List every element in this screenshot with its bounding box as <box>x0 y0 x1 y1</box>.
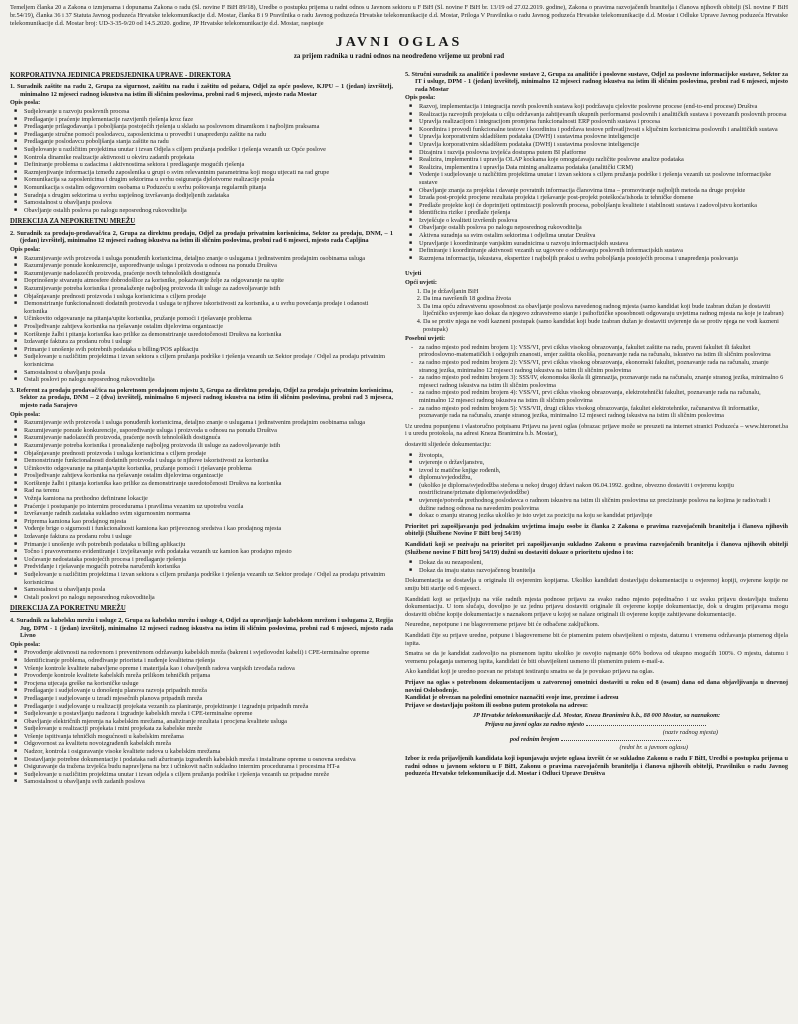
list-item: ■ Realizacija razvojnih projekata u cilju održavanja zahtijevanih ukupnih performansi poslovnih i analitičkih sustava i povezanih poslovnih procesa <box>419 111 788 119</box>
list-item: ■ Osiguravanje da tražena izvješća budu napravljena na brz i učinkovit način sukladno internim procedurama i procesima HT-a <box>24 763 393 771</box>
list-item: ■ Sudjelovanje u razvoju poslovnih procesa <box>24 108 393 116</box>
list-item: ■ Razmjenjivanje informacija između zaposlenika u grupi o svim relevantnim parametrima koji mogu utjecati na rad grupe <box>24 169 393 177</box>
prioritet-paragraph: Prioritet pri zapošljavanju pod jednakim uvjetima imaju osobe iz članka 2 Zakona o pravima razvojačenih branitelja i članova njihovih obitelji (Službene Novine F BiH broj 54/19) <box>405 522 788 538</box>
omotnica-paragraph: Kandidat je obvezan na poleđini omotnice naznačiti svoje ime, prezime i adresu <box>405 694 619 702</box>
list-item: ■ Provođenje aktivnosti na redovnom i preventivnom održavanju kabelskih mreža (bakreni i svjetlovodni kabeli) i CPE-terminalne opreme <box>24 649 393 657</box>
list-item: ■ Razumijevanje ponude konkurencije, uspoređivanje usluga i proizvoda u odnosu na ponudu Društva <box>24 262 393 270</box>
list-item: ■ Predviđanje i rješavanje mogućih potreba naručenih korisnika <box>24 563 393 571</box>
job-1-title: 1. Suradnik zaštite na radu 2, Grupa za sigurnost, zaštitu na radu i zaštitu od požara, Odjel za opće poslove, KJPU – 1 (jedan) izvršitelj, minimalno 12 mjeseci radnog iskustva na istim ili sličnim poslovima, probni rad 6 mjeseci, mjesto rada Mostar <box>10 83 393 98</box>
job-2-duties <box>10 255 393 384</box>
list-item: ■ Suradnja s drugim sektorima u svrhu uspješnog izvršavanja dodijeljenih zadataka <box>24 192 393 200</box>
list-item: ■ Samostalnost u obavljanju svih zadanih poslova <box>24 778 393 786</box>
list-item: ■ Izvršavanje radnih zadataka sukladno svim sigurnosnim normama <box>24 510 393 518</box>
job-4-title: 4. Suradnik za kabelsku mrežu i usluge 2, Grupa za kabelsku mrežu i usluge 4, Odjel za upravljanje kabelskom mrežom i uslugama 2, Regija Jug, DPM - 1 (jedan) izvršitelj, minimalno 12 mjeseci radnog iskustva na istim ili sličnim poslovima, probni rad 6 mjeseci, mjesto rada Livno <box>10 616 393 640</box>
dokumentacija-intro: dostaviti slijedeće dokumentaciju: <box>405 440 492 448</box>
list-item: ■ Odgovornost za kvalitetu novoizgrađenih kabelskih mreža <box>24 740 393 748</box>
list-item: ■ Obavljanje znanja za projekta i davanje povratnih informacija članovima tima – promoviranje najboljih metoda na druge projekte <box>419 187 788 195</box>
list-item: ■ Učinkovito odgovaranje na pitanja/upite korisnika, pružanje pomoći i rješavanje problema <box>24 315 393 323</box>
list-item: 4. Da se protiv njega ne vodi kazneni postupak (samo kandidat koji bude izabran dužan je dostaviti uvjerenje da se protiv njega ne vodi kazneni postupak) <box>423 318 788 333</box>
vise-mjesta-paragraph: Kandidati koji se prijavljuju na više radnih mjesta podnose prijavu za svako radno mjesto pojedinačno i uz svaku prijavu dostavljaju traženu dokumentaciju. U tom slučaju, dovoljno je uz jednu prijavu dostaviti originale ili ovjerene kopije dokumentacije, dok u drugim prijavama mogu dostaviti obične kopije dokumentacije s naznakom prijave u kojoj se nalaze originali ili ovjerene kopije zahtijevane dokumentacije. <box>405 595 788 618</box>
list-item: ■ Vodenje i sudjelovanje u različitim projektima unutar i izvan sektora s ciljem pružanja podrške i rješenja vezanih uz poslovne informacijske sustave <box>419 171 788 186</box>
job-3-title: 3. Referent za prodaju prodavač/ica na pokretnom prodajnom mjestu 3, Grupa za direktnu prodaju, Odjel za prodaju privatnim korisnicima, Sektor za prodaju, DNM – 2 (dva) izvršitelj, minimalno 6 mjeseci radnog iskustva na istim ili sličnim poslovima, probni rad 3 mjeseca, mjesto rada Sarajevo <box>10 386 393 409</box>
list-item: ■ Ostali poslovi po nalogu neposrednog rukovoditelja <box>24 594 393 602</box>
list-item: ■ Identificira rizike i predlaže rješenja <box>419 209 788 217</box>
list-item: ■ Vršenje ispitivanja tehničkih mogućnosti u kabelskim mrežama <box>24 733 393 741</box>
dokumentacija-list <box>405 452 788 520</box>
list-item: ■ Realizira, implementira i upravlja Data mining analizama podataka (analitički CRM) <box>419 164 788 172</box>
opci-uvjeti-list <box>405 288 788 334</box>
dostava-paragraph: Prijave se dostavljaju poštom ili osobno putem protokola na adresu: <box>405 701 588 709</box>
adresa-line: JP Hrvatske telekomunikacije d.d. Mostar, Kneza Branimira b.b., 88 000 Mostar, sa naznakom: <box>472 712 721 720</box>
job-3-duties <box>10 419 393 601</box>
opci-uvjeti-label: Opći uvjeti: <box>405 279 438 287</box>
list-item: ■ Koordinira i provodi funkcionalne testove i koordinira i podržava testove prihvatljivosti s ključnim korisnicima poslovnih i analitičkih sustava <box>419 126 788 134</box>
list-item: ■ Predlaganje stručne pomoći poslodavcu, zaposlenicima u provedbi i unapređenju zaštite na radu <box>24 131 393 139</box>
redni-line <box>405 736 788 744</box>
list-item: ■ izvod iz matične knjige rođenih, <box>419 467 788 475</box>
list-item: ■ Točno i pravovremeno evidentiranje i izvještavanje svih podataka vezanih uz kamion kao prodajno mjesto <box>24 548 393 556</box>
list-item: ■ Rad na terenu <box>24 487 393 495</box>
prioritet-dokazi-list <box>405 559 788 574</box>
list-item: ■ Predlaganje prilagođavanja i poboljšanja postojećih rješenja u skladu sa poslovnom dinamikom i najboljim praksama <box>24 123 393 131</box>
list-item: ■ uvjerenje/potvrda prethodnog poslodavca o radnom iskustvu na istim ili sličnim poslovima uz preciziranje poslova na kojima je radio/radi i dužine radnog odnosa na navedenim poslovima <box>419 497 788 512</box>
list-item: ■ Upravljanje i koordiniranje vanjskim suradnicima u razvoju informacijskih sustava <box>419 240 788 248</box>
list-item: ■ Procjena utjecaja greške na korisničke usluge <box>24 680 393 688</box>
posebni-uvjeti-label: Posebni uvjeti: <box>405 335 446 343</box>
list-item: ■ Nadzor, kontrola i osiguravanje visoke kvalitete radova u kabelskim mrežama <box>24 748 393 756</box>
list-item: ■ Dokaz da imaju status razvojačenog branitelja <box>419 567 788 575</box>
list-item: ■ Obavljanje ostalih poslova po nalogu neposrednog rukovoditelja <box>24 207 393 215</box>
list-item: ■ Prosljeđivanje zahtjeva korisnika na rješavanje ostalim dijelovima organizacije <box>24 472 393 480</box>
list-item: ■ Razumijevanje potreba korisnika i pronalaženje najboljeg proizvoda ili usluge za zadovoljavanje istih <box>24 285 393 293</box>
list-item: ■ Predlaže projekte koji će doprinijeti optimizaciji poslovnih procesa, poboljšanju kvalitete i stabilnosti sustava i zadovoljstvu korisnika <box>419 202 788 210</box>
list-item: ■ Aktivna suradnja sa svim ostalim sektorima i odjelima unutar Društva <box>419 232 788 240</box>
list-item: ■ Upravlja korporativnim skladištem podataka (DWH) i sustavima poslovne inteligencije <box>419 141 788 149</box>
bodovi-paragraph: Smatra se da je kandidat zadovoljio na pismenom ispitu ukoliko je osvojio najmanje 60% bodova od ukupno mogućih 100%. O mjestu, datumu i vremenu polaganja usmenog ispita, kandidati će biti obaviješteni usmeno ili pismenim putem e-mail-a. <box>405 650 788 665</box>
intro-paragraph: Temeljem članka 20 a Zakona o izmjenama i dopunama Zakona o radu (Sl. novine F BiH 89/18), Uredbe o postupku prijema u radni odnos u Javnom sektoru u F BiH (Sl. novine F BiH br. 13/19 od 27.02.2019. godine), Zakona o pravima razvojačenih branitelja i članova njihovih obitelji (Sl. novine F BiH br.54/19), članka 36 i 37 Statuta Javnog poduzeća Hrvatske telekomunikacije d.d. Mostar, članka 8 i 9 Pravilnika o radu Javnog poduzeća Hrvatske telekomunikacije d.d. Mostar, Priloga V Pravilnika o radu Javnog poduzeća Hrvatske telekomunikacije d.d. Mostar i Odluke Uprave Javnog poduzeća Hrvatske telekomunikacije d.d. Mostar broj: UD-3-35-9/20 od 14.5.2020. godine, JP Hrvatske telekomunikacije d.d. Mostar, raspisuje <box>10 4 788 28</box>
list-item: ■ Identificiranje problema, određivanje prioriteta i nuđenje kvalitetna rješenja <box>24 657 393 665</box>
ispit-paragraph: Kandidati čije su prijave uredne, potpune i blagovremene bit će pismenim putem obaviješteni o mjestu, datumu i vremenu održavanja pismenog dijela ispita. <box>405 631 788 647</box>
list-item: ■ Realizira, implementira i upravlja OLAP kockama koje omogućavaju različite poslovne analize podataka <box>419 156 788 164</box>
list-item: ■ Vožnja kamiona na prethodno definirane lokacije <box>24 495 393 503</box>
list-item: ■ Samostalnost u obavljanju posla <box>24 586 393 594</box>
job-5-duties <box>405 103 788 262</box>
job-5-title: 5. Stručni suradnik za analitiče i poslovne sustave 2, Grupa za analitiče i poslovne sustave, Odjel za poslovne informacijske sustave, Sektor za IT i usluge, DPM - 1 (jedan) izvršitelj, minimalno 12 mjeseci radnog iskustva na istim ili sličnim poslovima, probni rad 6 mjeseci, mjesto rada Mostar <box>405 70 788 93</box>
list-item: ■ Uočavanje nedostataka postojećih procesa i predlaganje rješenja <box>24 556 393 564</box>
list-item: 1. Da je državljanin BiH <box>423 288 788 296</box>
list-item: ■ Predlaganje i sudjelovanje u donošenju planova razvoja pripadnih mreža <box>24 687 393 695</box>
list-item: ■ Razumijevanje nadolazećih proizvoda, praćenje novih tehnoloških dostignuća <box>24 434 393 442</box>
list-item: ■ Razumijevanje nadolazećih proizvoda, praćenje novih tehnoloških dostignuća <box>24 270 393 278</box>
right-column <box>405 68 788 788</box>
list-item: - za radno mjesto pod rednim brojem 2): VSS/VI, prvi ciklus visokog obrazovanja, ekonomski fakultet, poznavanje rada na računalu, znanje stranog jezika, minimalno 12 mjeseci radnog iskustva na istim ili sličnim poslovima <box>419 359 788 374</box>
ovjera-paragraph: Dokumentacija se dostavlja u originalu ili ovjerenim kopijama. Ukoliko kandidati dostavljaju dokumentaciju u ovjerenoj kopiji, ovjerene kopije ne smiju biti starije od 6 mjeseci. <box>405 577 788 593</box>
columns <box>10 68 788 788</box>
list-item: ■ Objašnjavanje prednosti proizvoda i usluga korisnicima s ciljem prodaje <box>24 450 393 458</box>
job-1-duties <box>10 108 393 214</box>
list-item: ■ Praćenje i postupanje po internim procedurama i pravilima vezanim uz upotrebu vozila <box>24 503 393 511</box>
list-item: ■ uvjerenje o državljanstvu, <box>419 459 788 467</box>
izbor-paragraph: Izbor iz reda prijavljenih kandidata koji ispunjavaju uvjete oglasa izvršit će se sukladno Zakonu o radu F BiH, Uredbi o postupku prijema u radni odnos u javnom sektoru u F BiH, Zakonu o pravima razvojačenih branitelja i članova njihovih obitelji, Pravilniku o radu Javnog poduzeća Hrvatske telekomunikacije d.d. Mostar i Odluci Uprave Društva <box>405 755 788 778</box>
list-item: 3. Da ima opću zdravstvenu sposobnost za obavljanje poslova navedenog radnog mjesta (samo kandidat koji bude izabran dužan je dostaviti liječničko uvjerenje kao dokaz da njegovo zdravstveno stanje i psihofizičke sposobnosti odgovaraju uvjetima radnog mjesta na koje je izabran) <box>423 303 788 318</box>
list-item: ■ Dokaz da su nezaposleni, <box>419 559 788 567</box>
list-item: ■ Razmjena informacija, iskustava, ekspertize i najboljih praksi u svrhu poboljšanja postojećih procesa i unapređenja poslovanja <box>419 255 788 263</box>
list-item: ■ Prosljeđivanje zahtjeva korisnika na rješavanje ostalim dijelovima organizacije <box>24 323 393 331</box>
job-5-opis-label: Opis posla: <box>405 94 436 102</box>
list-item: ■ Primanje i unošenje svih potrebnih podataka u billing/POS aplikaciju <box>24 346 393 354</box>
list-item: ■ Razumijevanje svih proizvoda i usluga ponuđenih korisnicima, detaljno znanje o uslugama i jedinstvenim prodajnim osobinama usluga <box>24 419 393 427</box>
list-item: ■ Izvješćuje o kvaliteti izvršenih poslova <box>419 217 788 225</box>
list-item: ■ Komunikacija sa zaposlenicima i drugim sektorima u svrhu osiguranja djelotvorne realizacije posla <box>24 176 393 184</box>
redni-hint: (redni br. u javnom oglasu) <box>619 743 688 751</box>
list-item: - za radno mjesto pod rednim brojem 5): VSS/VII, drugi ciklus visokog obrazovanja, fakultet elektrotehnike, računarstva ili informatike, poznavanje rada na računalu, znanje stranog jezika, minimalno 12 mjeseci radnog iskustva na istim ili sličnim poslovima <box>419 405 788 420</box>
list-item: ■ Razvoj, implementacija i integracija novih poslovnih sustava koji podržavaju cjelovite poslovne procese (end-to-end procese) Društva <box>419 103 788 111</box>
prijava-paragraph: Uz urednu popunjenu i vlastoručno potpisanu Prijavu na javni oglas (obrazac prijave može se preuzeti na internet stranici Poduzeća – www.hteronet.ba i u uredu protokola, na adresi Kneza Branimira b.b. Mostar), <box>405 422 788 438</box>
list-item: ■ životopis, <box>419 452 788 460</box>
list-item: ■ Sudjelovanje u postavljanju nadzora i izgradnje kabelskih mreža i CPE-terminalne opreme <box>24 710 393 718</box>
list-item: ■ Demonstriranje funkcionalnosti dodatnih proizvoda i usluga te njihove iskoristivosti za korisnika, a u svrhu povećanja prodaje i odanosti korisnika <box>24 300 393 315</box>
list-item: ■ Predlaganje i praćenje implementacije razvijenih rješenja kroz faze <box>24 116 393 124</box>
ad-subtitle: za prijem radnika u radni odnos na neodređeno vrijeme uz probni rad <box>293 51 505 60</box>
list-item: ■ Dostavljanje potrebne dokumentacije i podataka radi ažuriranja izgrađenih kabelskih mreža i instalirane opreme u osnovna sredstva <box>24 756 393 764</box>
list-item: ■ Doprinošenje stvaranju atmosfere dobrodošlice za korisnike, pokazivanje želje za odgovaranje na upite <box>24 277 393 285</box>
uvjeti-heading: Uvjeti <box>405 270 422 278</box>
list-item: ■ Komunikacija s ostalim odgovornim osobama u Poduzeću u svrhu poštovanja regularnih pitanja <box>24 184 393 192</box>
list-item: ■ Izdavanje faktura za prodanu robu i usluge <box>24 338 393 346</box>
list-item: ■ Predlaganje poslodavcu poboljšanja stanja zaštite na radu <box>24 138 393 146</box>
list-item: ■ Korištenje žalbi i pitanja korisnika kao prilike za demonstriranje usredotočenosti Društva na korisnika <box>24 480 393 488</box>
naziv-hint: (naziv radnog mjesta) <box>662 728 718 736</box>
redni-blank <box>561 740 681 741</box>
job-4-duties <box>10 649 393 786</box>
list-item: ■ Provođenje kontrole kvalitete kabelskih mreža prilikom tehničkih prijama <box>24 672 393 680</box>
job-2-opis-label: Opis posla: <box>10 246 41 254</box>
list-item: ■ Sudjelovanje u različitim projektima i izvan sektora s ciljem pružanja podrške i rješenja vezanih uz Sektor prodaje / Odjel za prodaju privatnim korisnicima <box>24 571 393 586</box>
list-item: ■ Ostali poslovi po nalogu neposrednog rukovoditelja <box>24 376 393 384</box>
list-item: ■ Definiranje problema u zadacima i aktivnostima sektora i predlaganje mogućih rješenja <box>24 161 393 169</box>
redni-label: pod rednim brojem <box>509 736 560 744</box>
list-item: ■ (ukoliko je diploma/svjedodžba stečena u nekoj drugoj državi nakon 06.04.1992. godine, obvezno dostaviti i ovjerenu kopiju nostrificirane/priznate diplome/svjedodžbe) <box>419 482 788 497</box>
list-item: ■ Razumijevanje ponude konkurencije, uspoređivanje usluga i proizvoda u odnosu na ponudu Društva <box>24 427 393 435</box>
odustanak-paragraph: Ako kandidat koji je uredno pozvan ne pristupi testiranju smatra se da je povukao prijavu na oglas. <box>405 668 655 676</box>
list-item: - za radno mjesto pod rednim brojem 1): VSS/VI, prvi ciklus visokog obrazovanja, fakultet zaštite na radu, pravni fakultet ili fakultet prirodoslovno-matematičkih i odgojnih znanosti, smjer zaštita okoliša, poznavanje rada na računalu, iskustvo na istim ili sličnim poslovima <box>419 344 788 359</box>
list-item: ■ Učinkovito odgovaranje na pitanja/upite korisnika, pružanje pomoći i rješavanje problema <box>24 465 393 473</box>
list-item: ■ Obavljanje ostalih poslova po nalogu neposrednog rukovoditelja <box>419 224 788 232</box>
list-item: ■ dokaz o znanju stranog jezika ukoliko je isto uvjet za poziciju na koju se kandidat prijavljuje <box>419 512 788 520</box>
naziv-blank <box>586 725 706 726</box>
list-item: 2. Da ima navršenih 18 godina života <box>423 295 788 303</box>
list-item: ■ Predlaganje i sudjelovanje u izradi mjesečnih planova pripadnih mreža <box>24 695 393 703</box>
list-item: ■ Upravlja realizacijom i integracijom promjena funkcionalnosti ERP poslovnih sustava i procesa <box>419 118 788 126</box>
list-item: ■ Izdavanje faktura za prodanu robu i usluge <box>24 533 393 541</box>
list-item: ■ Vođenje brige o sigurnosti i funkcionalnosti kamiona kao prijevoznog sredstva i kao prodajnog mjesta <box>24 525 393 533</box>
list-item: ■ Upravlja korporativnim skladištem podataka (DWH) i sustavima poslovne inteligencije <box>419 133 788 141</box>
list-item: ■ Dizajnira i razvija poslovna izvješća dostupna putem BI platforme <box>419 149 788 157</box>
list-item: ■ Razumijevanje svih proizvoda i usluga ponuđenih korisnicima, detaljno znanje o uslugama i jedinstvenim prodajnim osobinama usluga <box>24 255 393 263</box>
naziv-label: Prijava na javni oglas za radno mjesto <box>484 720 585 728</box>
list-item: ■ Izrada post-projekt procjene rezultata projekta i rješavanje post-projekt poteškoća/ishoda iz tehničke domene <box>419 194 788 202</box>
left-column <box>10 68 393 788</box>
list-item: ■ diplomu/svjedodžbu, <box>419 474 788 482</box>
list-item: ■ Priprema kamiona kao prodajnog mjesta <box>24 518 393 526</box>
job-2-title: 2. Suradnik za prodaju-prodavač/ica 2, Grupa za direktnu prodaju, Odjel za prodaju privatnim korisnicima, Sektor za prodaju, DNM, – 1 (jedan) izvršitelj, minimalno 12 mjeseci radnog iskustva na istim ili sličnim poslovima, probni rad 6 mjeseci, mjesto rada Čapljina <box>10 229 393 245</box>
list-item: ■ Obavljanje električnih mjerenja na kabelskim mrežama, analiziranje rezultata i procjena kvalitete usluga <box>24 718 393 726</box>
ad-title: JAVNI OGLAS <box>335 34 463 50</box>
list-item: ■ Sudjelovanje u različitim projektima unutar i izvan odjela s ciljem pružanja podrške i rješenja vezanih uz pripadne mreže <box>24 771 393 779</box>
list-item: ■ Samostalnost u obavljanju poslova <box>24 199 393 207</box>
list-item: - za radno mjesto pod rednim brojem 4): VSS/VI, prvi ciklus visokog obrazovanja, elektrotehnički fakultet, poznavanje rada na računalu, minimalno 12 mjeseci radnog iskustva na istim ili sličnim poslovima <box>419 389 788 404</box>
list-item: ■ Objašnjavanje prednosti proizvoda i usluga korisnicima s ciljem prodaje <box>24 293 393 301</box>
list-item: ■ Kontrola dinamike realizacije aktivnosti u okviru zadanih projekata <box>24 154 393 162</box>
list-item: ■ Sudjelovanje u različitim projektima i izvan sektora s ciljem pružanja podrške i rješenja vezanih uz Sektor prodaje / Odjel za prodaju privatnim korisnicima <box>24 353 393 368</box>
job-4-opis-label: Opis posla: <box>10 640 41 648</box>
naziv-line <box>405 721 788 729</box>
posebni-uvjeti-list <box>405 344 788 420</box>
rok-paragraph: Prijave na oglas s potrebnom dokumentacijom u zatvorenoj omotnici dostaviti u roku od 8 (osam) dana od dana objavljivanja u dnevnoj novini Oslobođenje. <box>405 678 788 694</box>
section-heading-nepokretna: DIREKCIJA ZA NEPOKRETNU MREŽU <box>10 218 136 226</box>
list-item: - za radno mjesto pod rednim brojem 3): SSS/IV, ekonomska škola ili gimnazija, poznavanje rada na računalu, znanje stranog jezika, minimalno 6 mjeseci radnog iskustva na istim ili sličnim poslovima <box>419 374 788 389</box>
section-heading-uprava: KORPORATIVNA JEDINICA PREDSJEDNIKA UPRAVE - DIREKTORA <box>10 71 231 79</box>
list-item: ■ Demonstriranje funkcionalnosti dodatnih proizvoda i usluga te njihove iskoristivosti za korisnika <box>24 457 393 465</box>
list-item: ■ Predlaganje i sudjelovanje u realizaciji projekata vezanih za planiranje, projektiranje i izgradnju pripadnih mreža <box>24 703 393 711</box>
list-item: ■ Samostalnost u obavljanju posla <box>24 369 393 377</box>
list-item: ■ Korištenje žalbi i pitanja korisnika kao prilike za demonstriranje usredotočenosti Društva na korisnika <box>24 331 393 339</box>
list-item: ■ Vršenje kontrole kvalitete nabavljene opreme i materijala kao i obavljenih radova vanjskih izvođača radova <box>24 665 393 673</box>
job-3-opis-label: Opis posla: <box>10 410 41 418</box>
list-item: ■ Sudjelovanje u različitim projektima unutar i izvan Odjela s ciljem pružanja podrške i rješenja vezanih uz Opće poslove <box>24 146 393 154</box>
kandidati-prioritet-paragraph: Kandidati koji se pozivaju na prioritet pri zapošljavanju sukladno Zakonu o pravima razvojačenih branitelja i članova njihovih obitelji (Službene novine F BiH broj 54/19) dužni su dostaviti dokaze o prioritetu ujedno i to: <box>405 541 788 556</box>
neuredne-paragraph: Neuredne, nepotpune i ne blagovremene prijave bit će odbačene zaključkom. <box>405 621 600 629</box>
list-item: ■ Sudjelovanje u realizaciji projekata i mini projekata za kabelske mreže <box>24 725 393 733</box>
section-heading-pokretna: DIREKCIJA ZA POKRETNU MREŽU <box>10 605 126 613</box>
list-item: ■ Definiranje i koordiniranje aktivnosti vezanih uz ugovore o održavanju poslovnih informacijskih sustava <box>419 247 788 255</box>
list-item: ■ Primanje i unošenje svih potrebnih podataka u billing aplikaciju <box>24 541 393 549</box>
list-item: ■ Razumijevanje potreba korisnika i pronalaženje najboljeg proizvoda ili usluge za zadovoljavanje istih <box>24 442 393 450</box>
job-1-opis-label: Opis posla: <box>10 99 41 107</box>
